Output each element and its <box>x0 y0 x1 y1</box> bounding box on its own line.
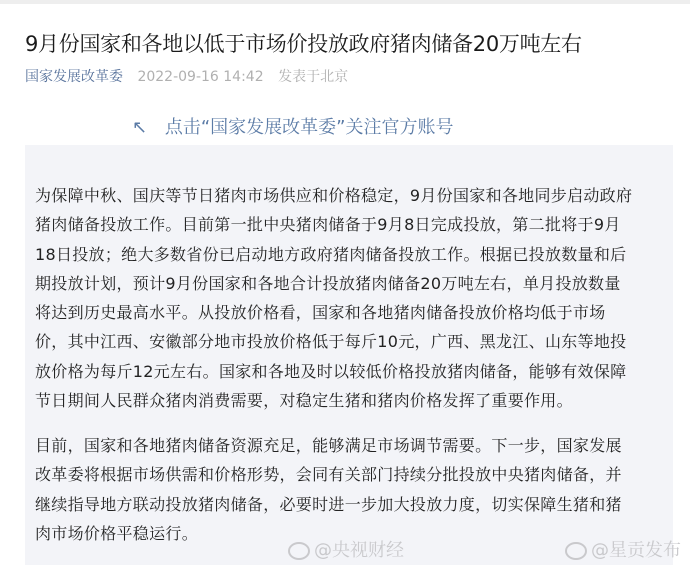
weibo-icon <box>288 542 310 560</box>
follow-account-banner[interactable] <box>132 113 453 139</box>
text-line: 将达到历史最高水平。从投放价格看，国家和各地猪肉储备投放价格均低于市场 <box>35 303 606 323</box>
text-line: 肉市场价格平稳运行。 <box>35 523 199 543</box>
text-line: 期投放计划，预计9月份国家和各地合计投放猪肉储备20万吨左右，单月投放数量 <box>35 273 621 293</box>
account-link[interactable]: 国家发展改革委 <box>25 69 123 85</box>
paragraph-1 <box>35 181 670 415</box>
text-line: 猪肉储备投放工作。目前第一批中央猪肉储备于9月8日完成投放，第二批将于9月 <box>35 215 621 235</box>
text-line: 放价格为每斤12元左右。国家和各地及时以较低价格投放猪肉储备，能够有效保障 <box>35 361 627 381</box>
paragraph-2 <box>35 431 670 548</box>
publish-date: 2022-09-16 14:42 <box>137 69 264 85</box>
weibo-icon <box>565 542 587 560</box>
watermark-xinggong <box>565 536 681 562</box>
text-line: 目前，国家和各地猪肉储备资源充足，能够满足市场调节需要。下一步，国家发展 <box>35 436 622 455</box>
arrow-up-left-icon: ↖ <box>132 117 148 138</box>
top-divider <box>0 0 690 4</box>
text-line: 继续指导地方联动投放猪肉储备，必要时进一步加大投放力度，切实保障生猪和猪 <box>35 494 622 514</box>
publish-location: 发表于北京 <box>278 69 349 85</box>
text-line: 18日投放；绝大多数省份已启动地方政府猪肉储备投放工作。根据已投放数量和后 <box>35 244 627 264</box>
watermark-text: @星贡发布 <box>591 540 681 561</box>
text-line: 价，其中江西、安徽部分地市投放价格低于每斤10元，广西、黑龙江、山东等地投 <box>35 332 627 352</box>
follow-text: 点击“国家发展改革委”关注官方账号 <box>164 117 454 138</box>
text-line: 节日期间人民群众猪肉消费需要，对稳定生猪和猪肉价格发挥了重要作用。 <box>35 391 573 411</box>
article-meta <box>25 66 348 86</box>
watermark-cctv-finance <box>288 536 404 562</box>
text-line: 改革委将根据市场供需和价格形势，会同有关部门持续分批投放中央猪肉储备，并 <box>35 465 622 485</box>
watermark-text: @央视财经 <box>314 540 404 561</box>
article-title: 9月份国家和各地以低于市场价投放政府猪肉储备20万吨左右 <box>25 32 582 56</box>
text-line: 为保障中秋、国庆等节日猪肉市场供应和价格稳定，9月份国家和各地同步启动政府 <box>35 186 633 205</box>
